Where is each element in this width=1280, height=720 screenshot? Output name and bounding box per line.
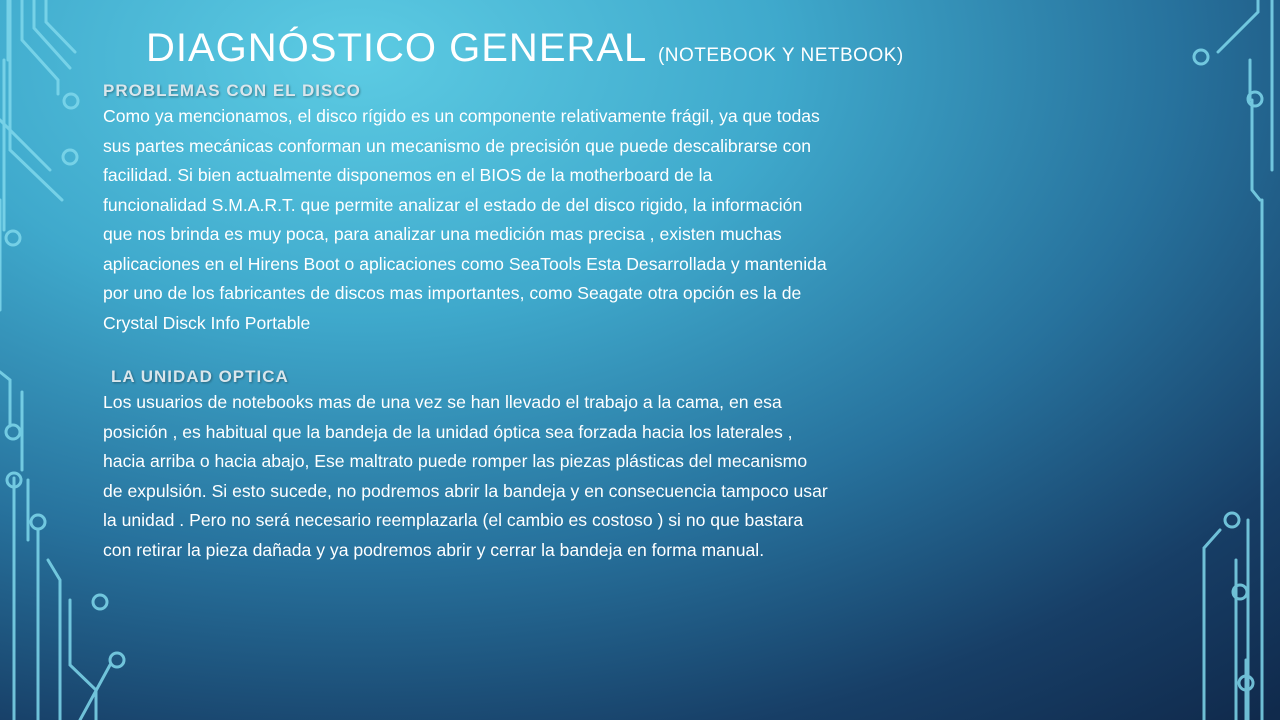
- body-line: que nos brinda es muy poca, para analizar una medición mas precisa , existen muchas: [103, 224, 782, 244]
- body-line: con retirar la pieza dañada y ya podremos abrir y cerrar la bandeja en forma manual.: [103, 539, 765, 560]
- body-line: Como ya mencionamos, el disco rígido es un componente relativamente frágil, ya que todas: [103, 106, 820, 126]
- body-line: hacia arriba o hacia abajo, Ese maltrato puede romper las piezas plásticas del mecanismo: [103, 451, 808, 471]
- slide-title: [146, 24, 904, 80]
- section-body-disco: [103, 102, 1003, 338]
- body-line: sus partes mecánicas conforman un mecanismo de precisión que puede descalibrarse con: [103, 135, 812, 156]
- section-heading-disco: PROBLEMAS CON EL DISCO: [103, 81, 361, 100]
- body-line: facilidad. Si bien actualmente disponemos en el BIOS de la motherboard de la: [103, 165, 713, 185]
- circuit-decoration-right: [1180, 0, 1280, 720]
- slide-title-main: DIAGNÓSTICO GENERAL: [146, 26, 646, 70]
- body-line: posición , es habitual que la bandeja de la unidad óptica sea forzada hacia los laterales ,: [103, 421, 793, 442]
- body-line: funcionalidad S.M.A.R.T. que permite analizar el estado de del disco rigido, la información: [103, 194, 803, 215]
- body-line: la unidad . Pero no será necesario reemplazarla (el cambio es costoso ) si no que bastara: [103, 510, 804, 530]
- body-line: de expulsión. Si esto sucede, no podremos abrir la bandeja y en consecuencia tampoco usar: [103, 480, 828, 501]
- body-line: aplicaciones en el Hirens Boot o aplicaciones como SeaTools Esta Desarrollada y mantenida: [103, 253, 827, 274]
- body-line: Crystal Disck Info Portable: [103, 312, 311, 333]
- body-line: Los usuarios de notebooks mas de una vez se han llevado el trabajo a la cama, en esa: [103, 392, 782, 412]
- section-heading-optica: LA UNIDAD OPTICA: [111, 367, 289, 386]
- slide-title-subtitle: (NOTEBOOK Y NETBOOK): [657, 45, 904, 66]
- slide-content: [103, 80, 1003, 565]
- section-body-optica: [103, 388, 1003, 565]
- body-line: por uno de los fabricantes de discos mas importantes, como Seagate otra opción es la de: [103, 283, 802, 303]
